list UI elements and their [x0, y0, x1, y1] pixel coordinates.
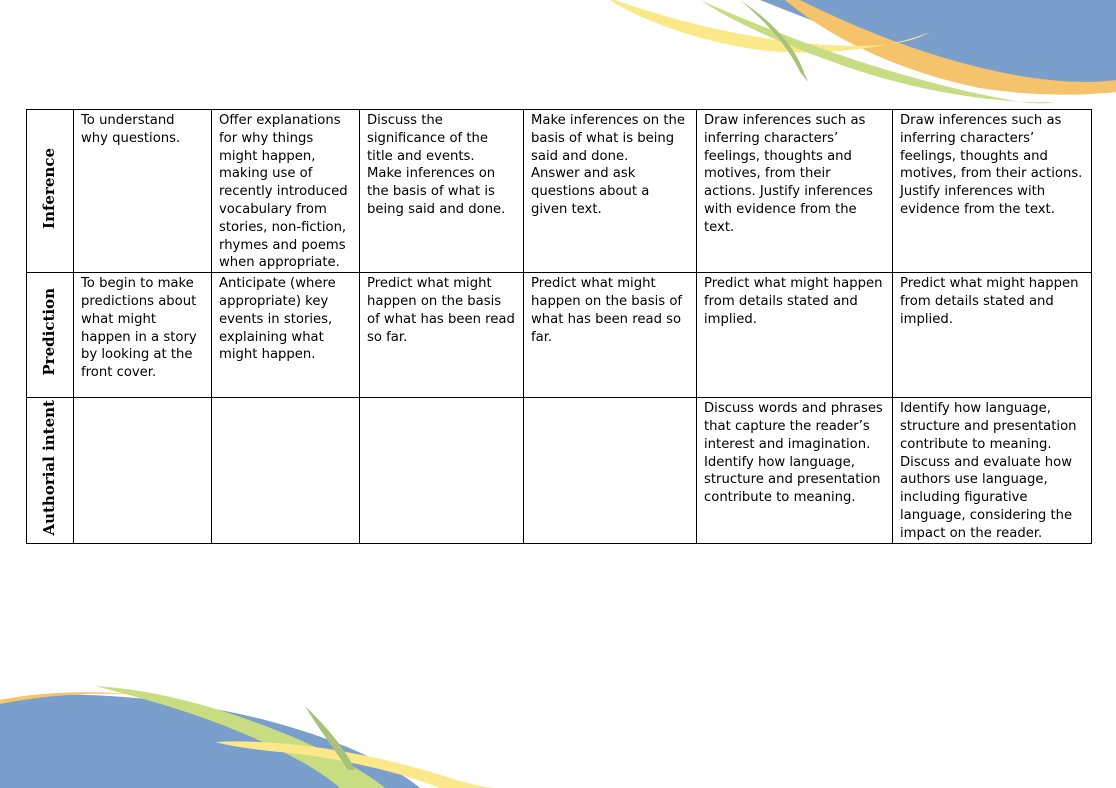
cell-text: Discuss words and phrases that capture the reader’s interest and imagination. Identify how language, structure and presentation contribute to meaning.	[704, 401, 883, 506]
row-prediction	[27, 273, 1092, 398]
table-cell	[893, 398, 1092, 543]
cell-text: Draw inferences such as inferring characters’ feelings, thoughts and motives, from their actions. Justify inferences with evidence from the text.	[704, 113, 873, 235]
table-cell	[524, 110, 697, 273]
cell-text: Discuss the significance of the title and events. Make inferences on the basis of what is being said and done.	[367, 113, 506, 217]
row-authorial-intent	[27, 398, 1092, 543]
cell-text: Predict what might happen on the basis of what has been read so far.	[367, 276, 515, 345]
cell-text: Predict what might happen on the basis of what has been read so far.	[531, 276, 683, 345]
cell-text: Identify how language, structure and presentation contribute to meaning. Discuss and evaluate how authors use language, including figurative language, considering the impact on the reader.	[900, 401, 1077, 541]
table-cell	[212, 273, 360, 398]
cell-text: Predict what might happen from details stated and implied.	[704, 276, 883, 327]
row-inference	[27, 110, 1092, 273]
table-cell	[360, 110, 524, 273]
table-cell	[697, 110, 893, 273]
table-cell	[360, 273, 524, 398]
row-label: Prediction	[40, 288, 59, 377]
table-cell	[74, 110, 212, 273]
table-cell	[697, 398, 893, 543]
table-cell	[524, 398, 697, 543]
row-label: Inference	[40, 147, 59, 229]
table-cell	[524, 273, 697, 398]
top-right-swoosh	[610, 0, 1116, 103]
row-label: Authorial intent	[40, 399, 59, 536]
cell-text: To understand why questions.	[81, 113, 181, 146]
cell-text: Make inferences on the basis of what is being said and done. Answer and ask questions about a given text.	[531, 113, 685, 217]
table-cell	[360, 398, 524, 543]
table-cell	[74, 273, 212, 398]
row-label-cell	[27, 110, 74, 273]
table-cell	[893, 110, 1092, 273]
cell-text: To begin to make predictions about what might happen in a story by looking at the front cover.	[81, 276, 197, 381]
cell-text: Draw inferences such as inferring characters’ feelings, thoughts and motives, from their actions. Justify inferences with evidence from the text.	[900, 113, 1083, 217]
row-label-cell	[27, 273, 74, 398]
cell-text: Offer explanations for why things might happen, making use of recently introduced vocabulary from stories, non-fiction, rhymes and poems when appropriate.	[219, 113, 348, 271]
table-cell	[74, 398, 212, 543]
reading-skills-table	[26, 109, 1092, 544]
row-label-cell	[27, 398, 74, 543]
table-cell	[212, 398, 360, 543]
bottom-left-swoosh	[0, 686, 500, 788]
table-cell	[893, 273, 1092, 398]
table-cell	[212, 110, 360, 273]
cell-text: Predict what might happen from details stated and implied.	[900, 276, 1079, 327]
cell-text: Anticipate (where appropriate) key events in stories, explaining what might happen.	[219, 276, 336, 363]
table-cell	[697, 273, 893, 398]
